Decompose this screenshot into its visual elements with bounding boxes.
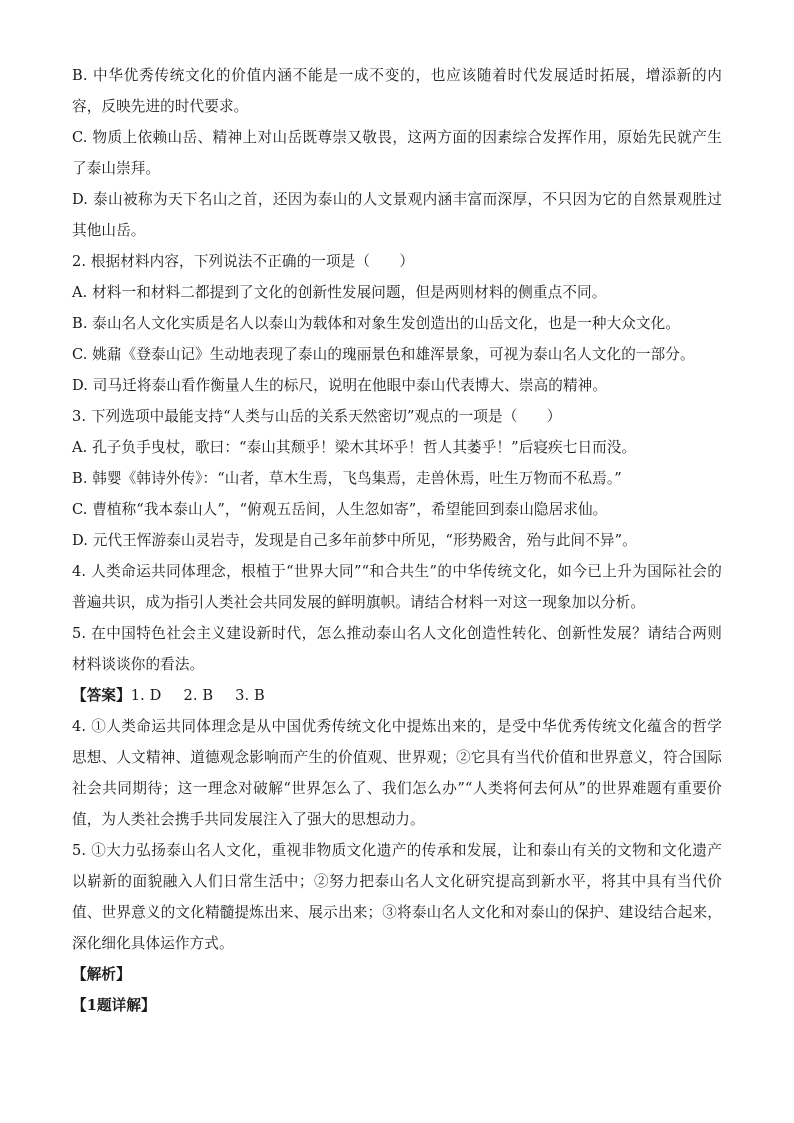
paragraph-5: A. 材料一和材料二都提到了文化的创新性发展问题，但是两则材料的侧重点不同。 [72, 284, 607, 301]
paragraph-9: 3. 下列选项中最能支持“人类与山岳的关系天然密切”观点的一项是（ ） [72, 408, 562, 425]
paragraph-8: D. 司马迁将泰山看作衡量人生的标尺，说明在他眼中泰山代表博大、崇高的精神。 [72, 377, 608, 394]
paragraph-11: B. 韩婴《韩诗外传》：“山者，草木生焉，飞鸟集焉，走兽休焉，吐生万物而不私焉。” [72, 470, 622, 487]
paragraph-12: C. 曹植称“我本泰山人”，“俯观五岳间，人生忽如寄”，希望能回到泰山隐居求仙。 [72, 501, 608, 518]
answer-item-3: 3. B [235, 687, 265, 704]
paragraph-10: A. 孔子负手曳杖，歌曰：“泰山其颓乎！梁木其坏乎！哲人其萎乎！”后寝疾七日而没。 [72, 439, 637, 456]
question-options-block [72, 60, 722, 680]
answer-line [72, 680, 722, 711]
paragraph-3: D. 泰山被称为天下名山之首，还因为泰山的人文景观内涵丰富而深厚，不只因为它的自然景观胜过其他山岳。 [72, 191, 722, 239]
document-page [72, 60, 722, 1021]
paragraph-13: D. 元代王恽游泰山灵岩寺，发现是自己多年前梦中所见，“形势殿舍，殆与此间不异”。 [72, 532, 637, 549]
answer-paragraph-2: 5. ①大力弘扬泰山名人文化，重视非物质文化遗产的传承和发展，让和泰山有关的文物和文化遗产以崭新的面貌融入人们日常生活中；②努力把泰山名人文化研究提高到新水平，将其中具有当代价值、世界意义的文化精髓提炼出来、展示出来；③将泰山名人文化和对泰山的保护、建设结合起来，深化细化具体运作方式。 [72, 842, 722, 952]
paragraph-6: B. 泰山名人文化实质是名人以泰山为载体和对象生发创造出的山岳文化，也是一种大众文化。 [72, 315, 681, 332]
question-1-detail-heading: 【1题详解】 [72, 997, 156, 1014]
paragraph-1: B. 中华优秀传统文化的价值内涵不能是一成不变的，也应该随着时代发展适时拓展，增添新的内容，反映先进的时代要求。 [72, 67, 722, 115]
paragraph-15: 5. 在中国特色社会主义建设新时代，怎么推动泰山名人文化创造性转化、创新性发展？请结合两则材料谈谈你的看法。 [72, 625, 722, 673]
paragraph-4: 2. 根据材料内容，下列说法不正确的一项是（ ） [72, 253, 415, 270]
answer-paragraph-1: 4. ①人类命运共同体理念是从中国优秀传统文化中提炼出来的，是受中华优秀传统文化蕴含的哲学思想、人文精神、道德观念影响而产生的价值观、世界观；②它具有当代价值和世界意义，符合国际社会共同期待；这一理念对破解“世界怎么了、我们怎么办”“人类将何去何从”的世界难题有重要价值，为人类社会携手共同发展注入了强大的思想动力。 [72, 718, 722, 828]
answer-explanation-block [72, 711, 722, 959]
answer-item-2: 2. B [183, 687, 214, 704]
paragraph-14: 4. 人类命运共同体理念，根植于“世界大同”“和合共生”的中华传统文化，如今已上升为国际社会的普遍共识，成为指引人类社会共同发展的鲜明旗帜。请结合材料一对这一现象加以分析。 [72, 563, 722, 611]
answer-tag: 【答案】 [72, 687, 131, 704]
paragraph-7: C. 姚鼐《登泰山记》生动地表现了泰山的瑰丽景色和雄浑景象，可视为泰山名人文化的一部分。 [72, 346, 695, 363]
answer-item-1: 1. D [130, 687, 162, 704]
paragraph-2: C. 物质上依赖山岳、精神上对山岳既尊崇又敬畏，这两方面的因素综合发挥作用，原始先民就产生了泰山崇拜。 [72, 129, 722, 177]
analysis-heading: 【解析】 [72, 966, 131, 983]
